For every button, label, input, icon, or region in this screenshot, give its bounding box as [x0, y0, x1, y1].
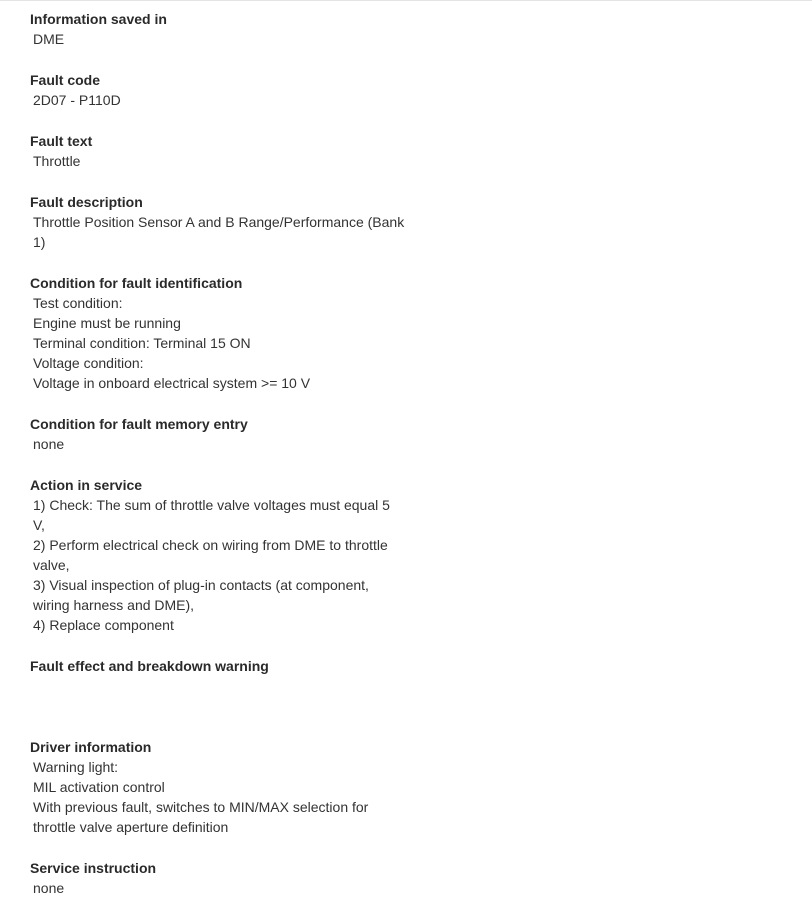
section-heading: Fault description	[30, 194, 143, 210]
section-heading: Fault text	[30, 133, 93, 149]
section-value	[30, 495, 430, 635]
section-heading: Driver information	[30, 739, 152, 755]
section-value	[30, 293, 430, 393]
value-line: Test condition:	[33, 295, 123, 311]
section-value	[30, 90, 430, 110]
section-heading: Condition for fault identification	[30, 275, 243, 291]
value-line: wiring harness and DME),	[33, 597, 195, 613]
value-line: valve,	[33, 557, 70, 573]
section-driver-information	[30, 737, 430, 837]
section-value	[30, 434, 430, 454]
section-condition-fault-identification	[30, 273, 430, 393]
value-line: 1)	[33, 234, 46, 250]
value-line: 4) Replace component	[33, 617, 174, 633]
value-line: With previous fault, switches to MIN/MAX selection for	[33, 799, 369, 815]
value-line: none	[33, 880, 65, 896]
value-line: Warning light:	[33, 759, 119, 775]
value-line: Throttle	[33, 153, 81, 169]
section-value	[30, 878, 430, 898]
section-condition-fault-memory-entry	[30, 414, 430, 454]
top-divider	[0, 0, 812, 1]
section-heading: Information saved in	[30, 11, 167, 27]
section-heading: Fault effect and breakdown warning	[30, 658, 269, 674]
section-fault-text	[30, 131, 430, 171]
value-line: Terminal condition: Terminal 15 ON	[33, 335, 251, 351]
value-line: MIL activation control	[33, 779, 165, 795]
section-value	[30, 29, 430, 49]
section-heading: Action in service	[30, 477, 143, 493]
value-line: V,	[33, 517, 45, 533]
section-value	[30, 212, 430, 252]
section-value	[30, 757, 430, 837]
value-line: 2) Perform electrical check on wiring from DME to throttle	[33, 537, 388, 553]
section-heading: Service instruction	[30, 860, 157, 876]
section-fault-code	[30, 70, 430, 110]
fault-detail-document	[30, 9, 430, 919]
section-service-instruction	[30, 858, 430, 898]
section-heading: Fault code	[30, 72, 101, 88]
value-line: none	[33, 436, 65, 452]
value-line: Engine must be running	[33, 315, 181, 331]
section-heading: Condition for fault memory entry	[30, 416, 248, 432]
value-line: 2D07 - P110D	[33, 92, 121, 108]
section-information-saved-in	[30, 9, 430, 49]
value-line: Voltage in onboard electrical system >= 10 V	[33, 375, 311, 391]
value-line: 3) Visual inspection of plug-in contacts (at component,	[33, 577, 369, 593]
section-value-empty	[30, 676, 430, 716]
section-value	[30, 151, 430, 171]
section-action-in-service	[30, 475, 430, 635]
value-line: Throttle Position Sensor A and B Range/Performance (Bank	[33, 214, 405, 230]
value-line: DME	[33, 31, 65, 47]
value-line: throttle valve aperture definition	[33, 819, 229, 835]
section-fault-effect-breakdown-warning	[30, 656, 430, 716]
value-line: 1) Check: The sum of throttle valve voltages must equal 5	[33, 497, 390, 513]
section-fault-description	[30, 192, 430, 252]
value-line: Voltage condition:	[33, 355, 144, 371]
